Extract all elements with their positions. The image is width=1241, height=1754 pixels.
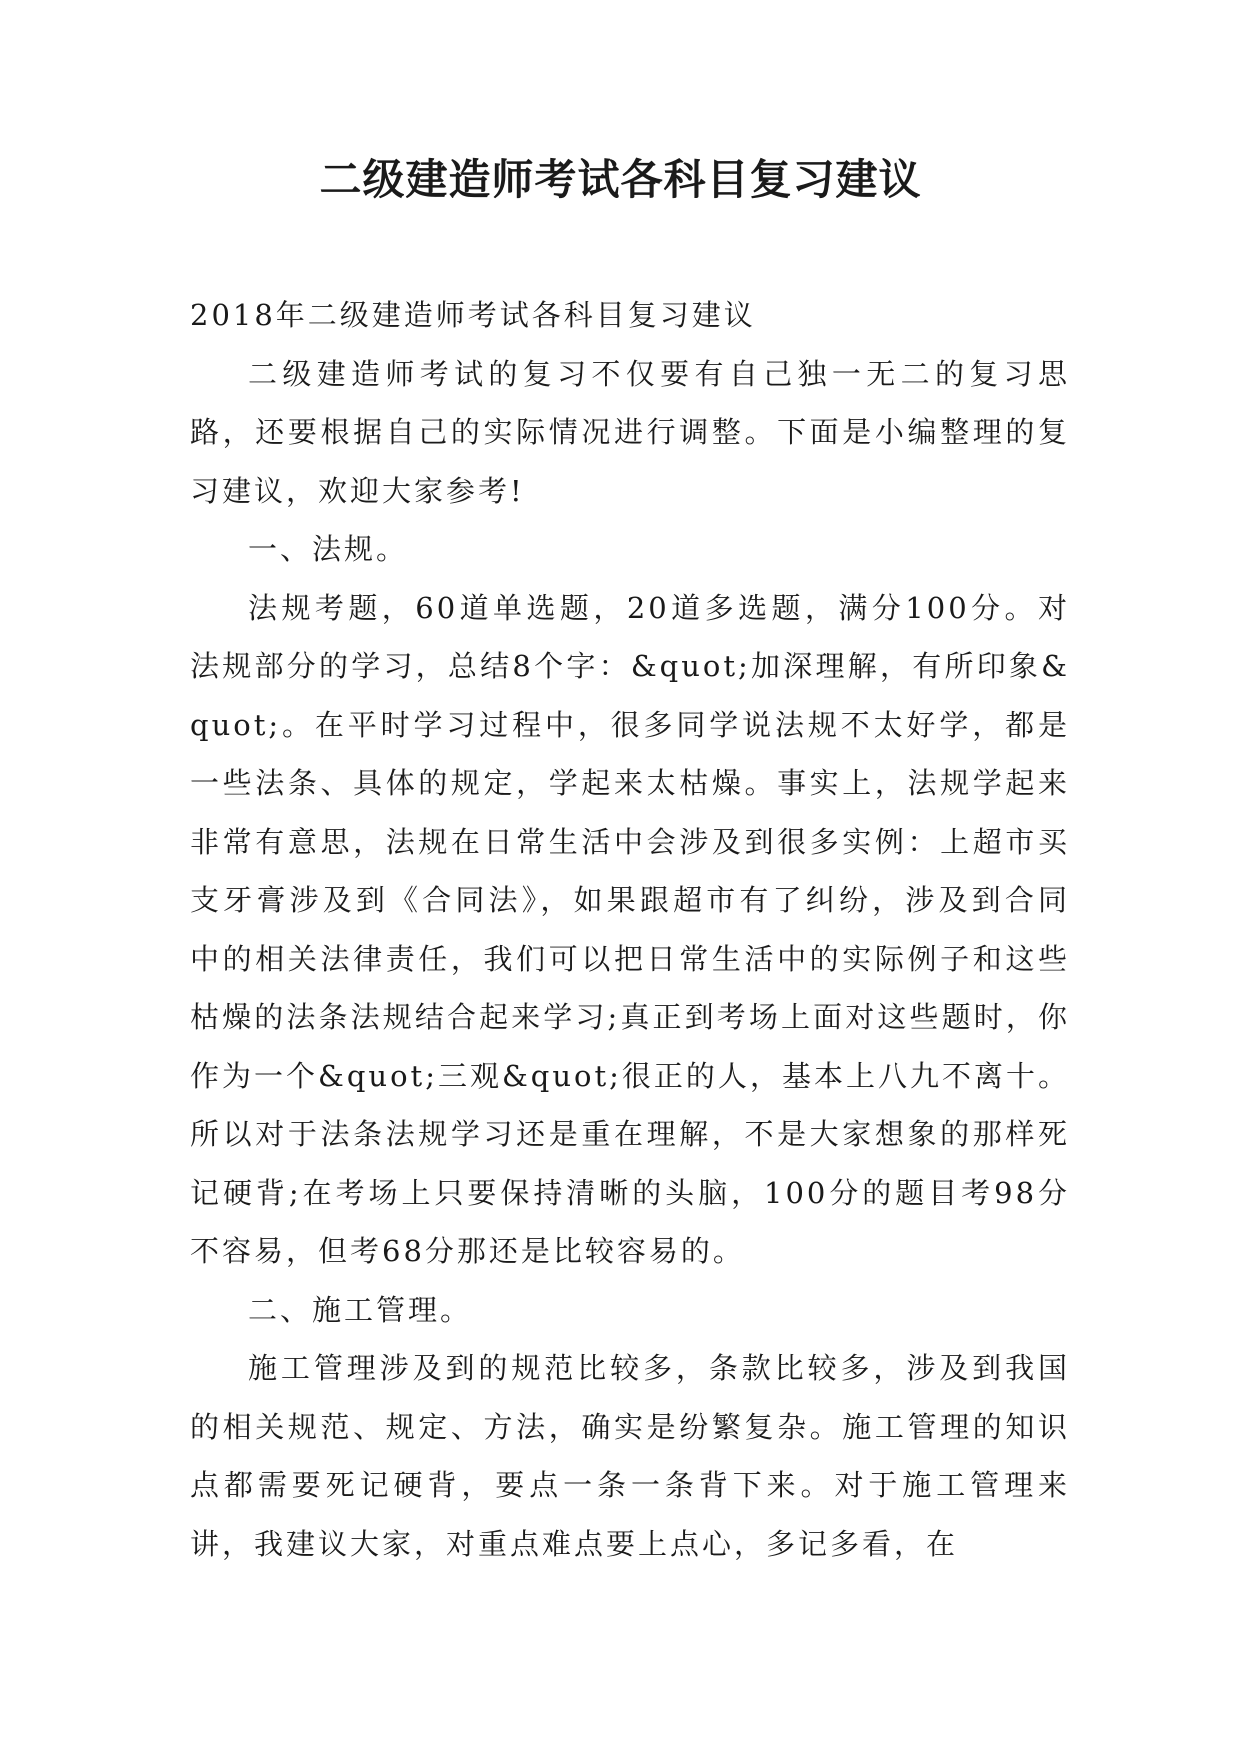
construction-management-paragraph: 施工管理涉及到的规范比较多，条款比较多，涉及到我国的相关规范、规定、方法，确实是纷繁复杂。施工管理的知识点都需要死记硬背，要点一条一条背下来。对于施工管理来讲，我建议大家，对重点难点要上点心，多记多看，在 xyxy=(190,1351,1070,1561)
regulations-paragraph: 法规考题，60道单选题，20道多选题，满分100分。对法规部分的学习，总结8个字：&quot;加深理解，有所印象&quot;。在平时学习过程中，很多同学说法规不太好学，都是一些法条、具体的规定，学起来太枯燥。事实上，法规学起来非常有意思，法规在日常生活中会涉及到很多实例：上超市买支牙膏涉及到《合同法》，如果跟超市有了纠纷，涉及到合同中的相关法律责任，我们可以把日常生活中的实际例子和这些枯燥的法条法规结合起来学习;真正到考场上面对这些题时，你作为一个&quot;三观&quot;很正的人，基本上八九不离十。所以对于法条法规学习还是重在理解，不是大家想象的那样死记硬背;在考场上只要保持清晰的头脑，100分的题目考98分不容易，但考68分那还是比较容易的。 xyxy=(190,590,1070,1268)
document-body xyxy=(190,286,1070,1573)
document-title: 二级建造师考试各科目复习建议 xyxy=(319,155,922,204)
intro-paragraph: 二级建造师考试的复习不仅要有自己独一无二的复习思路，还要根据自己的实际情况进行调整。下面是小编整理的复习建议，欢迎大家参考! xyxy=(190,356,1070,508)
section-heading-construction-management: 二、施工管理。 xyxy=(248,1292,473,1327)
subtitle-paragraph: 2018年二级建造师考试各科目复习建议 xyxy=(190,298,756,332)
section-heading-regulations: 一、法规。 xyxy=(248,532,409,566)
